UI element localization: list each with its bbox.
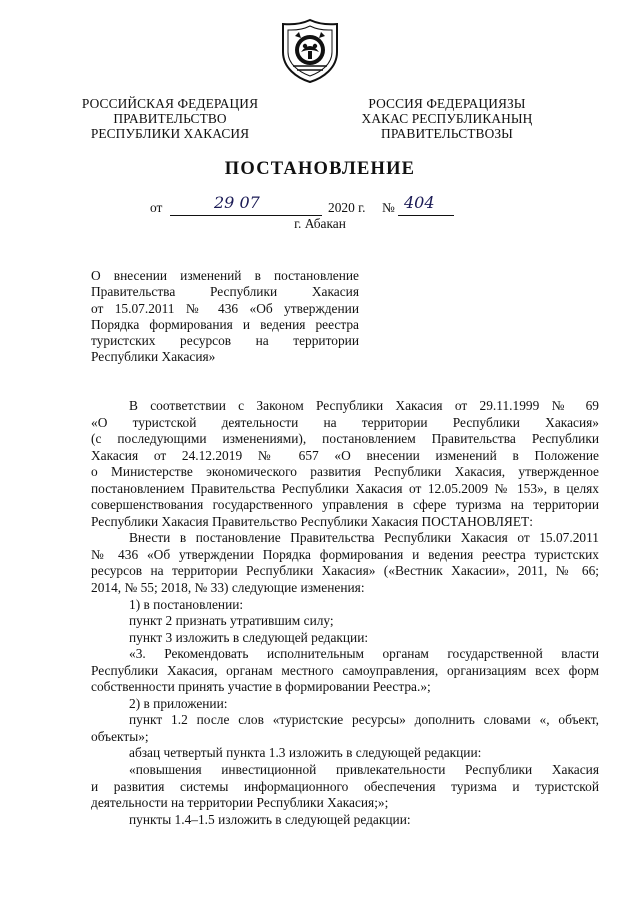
issuer-line: ПРАВИТЕЛЬСТВО — [113, 111, 227, 126]
body-text-line: Республики Хакасия Правительство Республики Хакасия ПОСТАНОВЛЯЕТ: — [91, 513, 533, 529]
issuer-header-khakas — [347, 96, 547, 141]
body-text-line: В соответствии с Законом Республики Хакасия от 29.11.1999 № 69 — [129, 398, 599, 413]
city-name: г. Абакан — [294, 216, 346, 231]
issuer-line: РОССИЙСКАЯ ФЕДЕРАЦИЯ — [81, 96, 259, 111]
body-text-line: совершенствования государственного управления в сфере туризма на территории — [91, 497, 599, 513]
document-type-title: ПОСТАНОВЛЕНИЕ — [224, 159, 416, 179]
date-from-label: от — [150, 200, 163, 215]
title-line: Республики Хакасия» — [91, 349, 216, 365]
title-line: от 15.07.2011 № 436 «Об утверждении — [91, 300, 359, 316]
body-text-line: «повышения инвестиционной привлекательности Республики Хакасия — [129, 762, 599, 778]
body-text-line: № 436 «Об утверждении Порядка формирования и ведения реестра туристских — [91, 546, 599, 562]
title-line: туристских ресурсов на территории — [91, 333, 359, 349]
issuer-header-russian — [70, 96, 270, 141]
issuer-line: РЕСПУБЛИКИ ХАКАСИЯ — [90, 126, 250, 141]
coat-of-arms-emblem — [279, 18, 341, 84]
body-text-line: и развития системы информационного обеспечения туризма и туристской — [91, 778, 599, 794]
issuer-line: ХАКАС РЕСПУБЛИКАНЫҢ — [361, 111, 533, 126]
date-year: 2020 г. — [328, 200, 366, 215]
title-line: О внесении изменений в постановление — [91, 268, 359, 283]
title-line: Порядка формирования и ведения реестра — [91, 316, 359, 332]
body-text-line: о Министерстве экономического развития Республики Хакасия, утвержденное — [91, 464, 599, 480]
document-subject-title — [91, 268, 359, 366]
body-text-line: постановлением Правительства Республики Хакасия от 12.05.2009 № 153», в целях — [91, 480, 599, 496]
issuer-line: ПРАВИТЕЛЬСТВОЗЫ — [381, 126, 513, 141]
body-text-line: ресурсов на территории Республики Хакасия» («Вестник Хакасии», 2011, № 66; — [91, 563, 599, 579]
title-line: Правительства Республики Хакасия — [91, 284, 359, 300]
handwritten-date: 29 07 — [214, 193, 260, 212]
body-text-line: собственности принять участие в формировании Реестра.»; — [91, 679, 431, 695]
body-text-line: деятельности на территории Республики Хакасия;»; — [91, 795, 389, 811]
number-label: № — [382, 200, 395, 215]
body-text-line: 2014, № 55; 2018, № 33) следующие изменения: — [91, 580, 365, 596]
body-text-line: Внести в постановление Правительства Республики Хакасия от 15.07.2011 — [129, 530, 599, 546]
body-text-line: Хакасия от 24.12.2019 № 657 «О внесении изменений в Положение — [91, 447, 599, 463]
body-text-line: «3. Рекомендовать исполнительным органам государственной власти — [129, 646, 599, 662]
body-text-line: пункт 2 признать утратившим силу; — [129, 613, 334, 629]
handwritten-number: 404 — [404, 193, 435, 212]
body-text-line: «О туристской деятельности на территории Республики Хакасия» — [91, 414, 599, 430]
body-text-line: пункт 1.2 после слов «туристские ресурсы» дополнить словами «, объект, — [129, 712, 599, 728]
body-text-line: абзац четвертый пункта 1.3 изложить в следующей редакции: — [129, 745, 482, 761]
body-text-line: 2) в приложении: — [129, 695, 228, 711]
body-text-line: (с последующими изменениями), постановлением Правительства Республики — [91, 431, 599, 447]
issuer-line: РОССИЯ ФЕДЕРАЦИЯЗЫ — [368, 96, 526, 111]
body-text-line: пункты 1.4–1.5 изложить в следующей редакции: — [129, 811, 411, 827]
body-text-line: 1) в постановлении: — [129, 596, 244, 612]
document-body — [91, 398, 599, 828]
body-text-line: Республики Хакасия, органам местного самоуправления, организациям всех форм — [91, 662, 599, 678]
body-text-line: пункт 3 изложить в следующей редакции: — [129, 629, 369, 645]
body-text-line: объекты»; — [91, 728, 149, 744]
